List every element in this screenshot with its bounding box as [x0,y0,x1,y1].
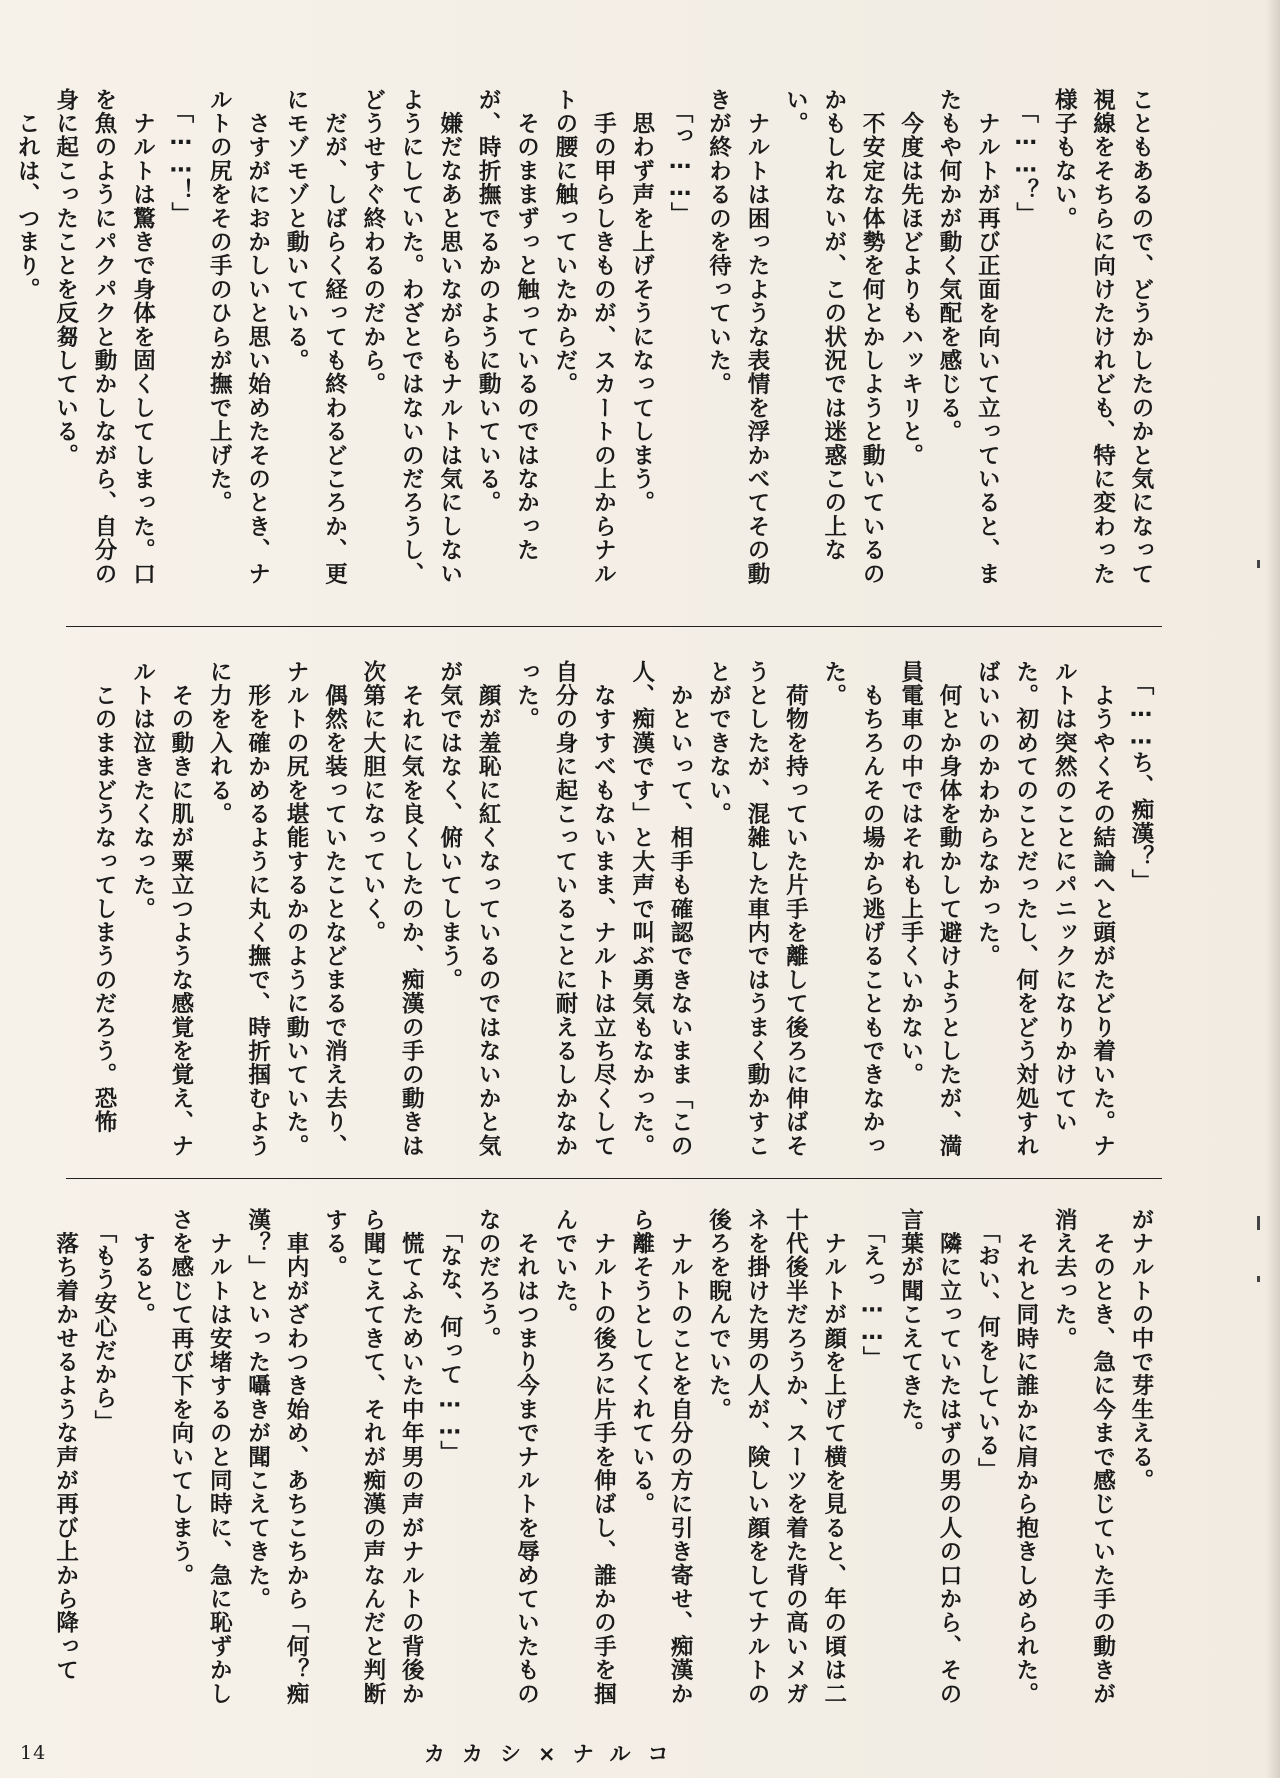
paragraph: それはつまり今までナルトを辱めていたものなのだろう。 [475,1208,540,1706]
page-edge-shadow [1266,0,1280,1778]
paragraph: その動きに肌が粟立つような感覚を覚え、ナルトは泣きたくなった。 [129,660,194,1158]
paragraph: このままどうなってしまうのだろう。恐怖 [91,683,118,1135]
paragraph: ナルトが顔を上げて横を見ると、年の頃は二十代後半だろうか、スーツを着た背の高いメガネを掛けた男の人が、険しい顔をしてナルトの後ろを睨んでいた。 [705,1208,847,1706]
paragraph: 今度は先ほどよりもハッキリと。 [897,111,924,468]
paragraph: 偶然を装っていたことなどまるで消え去り、ナルトの尻を堪能するかのように動いていた。 [283,660,348,1158]
vertical-text-column-group [91,660,1160,1180]
paragraph: ナルトは安堵するのと同時に、急に恥ずかしさを感じて再び下を向いてしまう。 [167,1208,233,1706]
paragraph: 「……！」 [167,111,194,226]
paragraph: 何とか身体を動かして避けようとしたが、満員電車の中ではそれも上手くいかない。 [897,660,962,1158]
paragraph: 「おい、何をしている」 [974,1231,1001,1482]
page-number: 14 [20,1742,47,1764]
paragraph: 「……？」 [1012,111,1039,226]
paragraph: ナルトのことを自分の方に引き寄せ、痴漢から離そうとしてくれている。 [628,1208,694,1706]
paragraph: 「っ……」 [667,111,694,226]
paragraph: 思わず声を上げそうになってしまう。 [628,111,655,515]
paragraph: それに気を良くしたのか、痴漢の手の動きは次第に大胆になっていく。 [359,660,425,1158]
scan-artifact [1257,1276,1260,1282]
paragraph: 隣に立っていたはずの男の人の口から、その言葉が聞こえてきた。 [897,1208,962,1706]
paragraph: すると。 [129,1231,156,1327]
section-divider [66,626,1162,627]
vertical-text-column-group [14,88,1160,608]
vertical-text-column-group [52,1208,1160,1728]
paragraph: 慌てふためいた中年男の声がナルトの背後から聞こえてきて、それが痴漢の声なんだと判断する。 [321,1208,425,1706]
paragraph: こともあるので、どうかしたのかと気になって視線をそちらに向けたけれども、特に変わった様子もない。 [1051,88,1154,586]
paragraph: 「……ち、痴漢？」 [1128,683,1154,893]
section-divider [66,1178,1162,1179]
paragraph: もちろんその場から逃げることもできなかった。 [820,660,886,1158]
scan-artifact [1257,560,1260,568]
text-block-middle [91,660,1160,1180]
paragraph: 「なな、何って……」 [436,1231,463,1465]
paragraph: 荷物を持っていた片手を離して後ろに伸ばそうとしたが、混雑した車内ではうまく動かすことができない。 [705,660,809,1158]
paragraph: それと同時に誰かに肩から抱きしめられた。 [1012,1231,1039,1706]
paragraph: 落ち着かせるような声が再び上から降って [52,1231,79,1683]
paragraph: 手の甲らしきものが、スカートの上からナルトの腰に触っていたからだ。 [551,88,617,586]
paragraph: ナルトの後ろに片手を伸ばし、誰かの手を掴んでいた。 [551,1208,617,1706]
paragraph: がナルトの中で芽生える。 [1128,1208,1154,1493]
paragraph: 「もう安心だから」 [91,1231,118,1434]
paragraph: 形を確かめるように丸く撫で、時折掴むように力を入れる。 [206,660,271,1158]
paragraph: ナルトは驚きで身体を固くしてしまった。口を魚のようにパクパクと動かしながら、自分の身に起こったことを反芻している。 [52,88,156,586]
paragraph: 嫌だなあと思いながらもナルトは気にしないようにしていた。わざとではないのだろうし、どうせすぐ終わるのだから。 [359,88,463,586]
paragraph: ナルトは困ったような表情を浮かべてその動きが終わるのを待っていた。 [705,88,770,586]
paragraph: そのままずっと触っているのではなかったが、時折撫でるかのように動いている。 [475,88,540,563]
paragraph: さすがにおかしいと思い始めたそのとき、ナルトの尻をその手のひらが撫で上げた。 [206,88,271,586]
paragraph: 車内がざわつき始め、あちこちから「何？痴漢？」といった囁きが聞こえてきた。 [244,1208,310,1706]
paragraph: 顔が羞恥に紅くなっているのではないかと気が気ではなく、俯いてしまう。 [436,660,502,1158]
paragraph: 「えっ……」 [859,1231,886,1370]
paragraph: 不安定な体勢を何とかしようと動いているのかもしれないが、この状況では迷惑この上ない。 [782,88,886,586]
text-block-bottom [52,1208,1160,1728]
paragraph: だが、しばらく経っても終わるどころか、更にモゾモゾと動いている。 [283,88,348,586]
paragraph: これは、つまり。 [14,111,41,302]
paragraph: かといって、相手も確認できないまま「この人、痴漢です」と大声で叫ぶ勇気もなかった。 [628,660,694,1158]
text-block-top [14,88,1160,608]
paragraph: ナルトが再び正面を向いて立っていると、またもや何かが動く気配を感じる。 [935,88,1001,586]
paragraph: ようやくその結論へと頭がたどり着いた。ナルトは突然のことにパニックになりかけていた。初めてのことだったし、何をどう対処すればいいのかわからなかった。 [974,660,1116,1158]
scan-artifact [1257,1216,1260,1230]
running-title: カカシ×ナルコ [424,1742,686,1766]
paragraph: なすすべもないまま、ナルトは立ち尽くして自分の身に起こっていることに耐えるしかなかった。 [513,660,617,1158]
paragraph: そのとき、急に今まで感じていた手の動きが消え去った。 [1051,1208,1116,1706]
